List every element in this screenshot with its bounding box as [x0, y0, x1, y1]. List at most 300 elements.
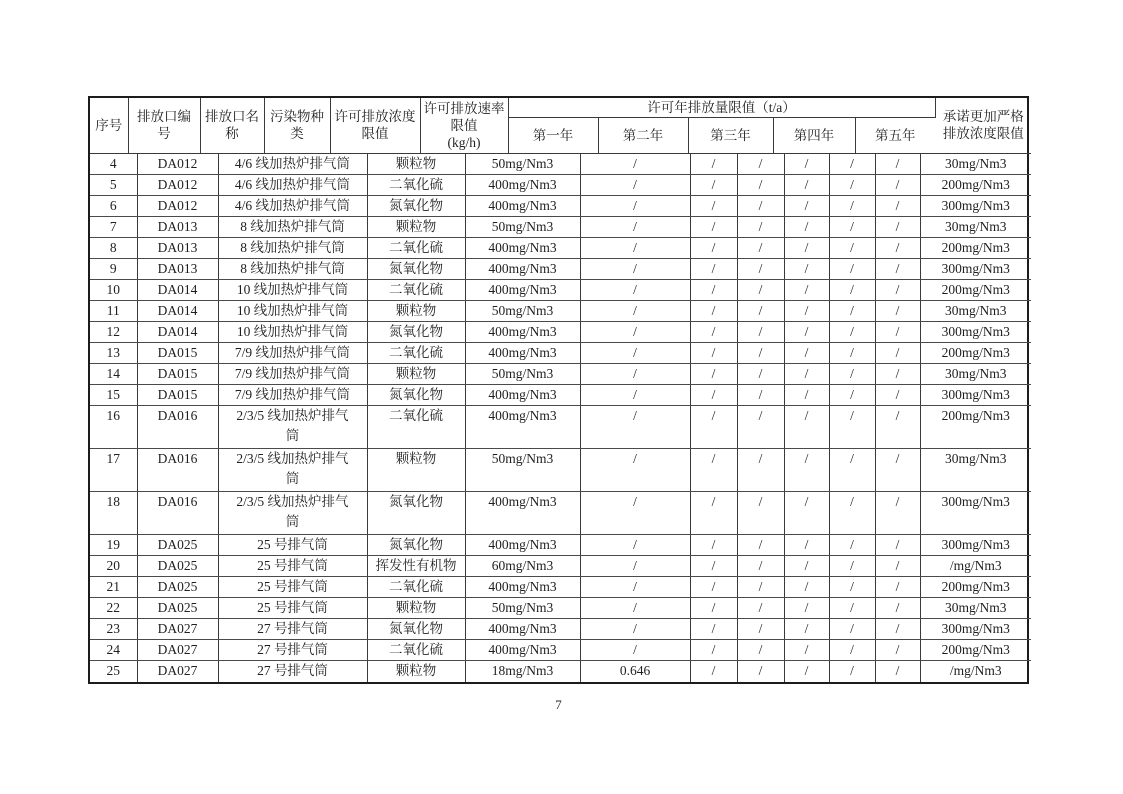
cell-pollutant: 二氧化硫: [367, 577, 465, 598]
cell-year-2: /: [737, 449, 784, 492]
cell-year-1: /: [690, 175, 737, 196]
cell-year-5: /: [875, 556, 920, 577]
cell-year-2: /: [737, 322, 784, 343]
cell-outlet-name: [218, 301, 367, 322]
cell-year-4: /: [829, 406, 875, 449]
cell-year-4: /: [829, 343, 875, 364]
cell-year-2: /: [737, 640, 784, 661]
cell-year-2: /: [737, 196, 784, 217]
cell-pollutant: 氮氧化物: [367, 385, 465, 406]
cell-pollutant: 颗粒物: [367, 364, 465, 385]
cell-outlet-name: [218, 154, 367, 175]
cell-year-4: /: [829, 640, 875, 661]
cell-rate-limit: /: [580, 154, 690, 175]
cell-outlet-code: DA025: [137, 598, 218, 619]
cell-year-2: /: [737, 385, 784, 406]
cell-year-1: /: [690, 619, 737, 640]
table-body: [90, 154, 1031, 682]
table-row: [90, 196, 1031, 217]
cell-pollutant: 氮氧化物: [367, 196, 465, 217]
cell-pollutant: 氮氧化物: [367, 322, 465, 343]
table-row: [90, 661, 1031, 682]
outlet-name-text: 27 号排气筒: [257, 621, 328, 636]
cell-outlet-code: DA012: [137, 154, 218, 175]
outlet-name-text: 2/3/5 线加热炉排气筒: [236, 451, 349, 486]
outlet-name-text: 10 线加热炉排气筒: [236, 282, 349, 297]
table-row: [90, 598, 1031, 619]
table-row: [90, 343, 1031, 364]
table-row: [90, 619, 1031, 640]
cell-outlet-name: [218, 619, 367, 640]
table-row: [90, 259, 1031, 280]
cell-outlet-name: [218, 640, 367, 661]
cell-seq: 19: [90, 535, 137, 556]
col-header-seq: 序号: [90, 98, 128, 153]
table-row: [90, 556, 1031, 577]
cell-promise-limit: /mg/Nm3: [920, 556, 1031, 577]
cell-year-5: /: [875, 364, 920, 385]
cell-outlet-code: DA027: [137, 640, 218, 661]
cell-rate-limit: /: [580, 364, 690, 385]
cell-pollutant: 氮氧化物: [367, 259, 465, 280]
outlet-name-text: 7/9 线加热炉排气筒: [234, 387, 351, 402]
cell-year-1: /: [690, 322, 737, 343]
cell-rate-limit: /: [580, 406, 690, 449]
cell-pollutant: 二氧化硫: [367, 640, 465, 661]
cell-rate-limit: 0.646: [580, 661, 690, 682]
cell-year-2: /: [737, 217, 784, 238]
cell-outlet-code: DA015: [137, 364, 218, 385]
cell-year-1: /: [690, 556, 737, 577]
cell-year-1: /: [690, 598, 737, 619]
cell-conc-limit: 400mg/Nm3: [465, 343, 580, 364]
col-header-year-4: 第四年: [773, 117, 855, 153]
cell-promise-limit: 200mg/Nm3: [920, 238, 1031, 259]
col-header-year-1: 第一年: [508, 117, 598, 153]
cell-year-2: /: [737, 175, 784, 196]
cell-seq: 18: [90, 492, 137, 535]
cell-rate-limit: /: [580, 535, 690, 556]
cell-promise-limit: 30mg/Nm3: [920, 364, 1031, 385]
cell-conc-limit: 18mg/Nm3: [465, 661, 580, 682]
cell-promise-limit: 200mg/Nm3: [920, 640, 1031, 661]
cell-year-2: /: [737, 259, 784, 280]
permit-emission-table: [88, 96, 1029, 684]
cell-seq: 12: [90, 322, 137, 343]
table-row: [90, 492, 1031, 535]
cell-seq: 14: [90, 364, 137, 385]
cell-conc-limit: 50mg/Nm3: [465, 217, 580, 238]
cell-year-2: /: [737, 343, 784, 364]
cell-promise-limit: 30mg/Nm3: [920, 154, 1031, 175]
cell-promise-limit: 200mg/Nm3: [920, 175, 1031, 196]
cell-conc-limit: 400mg/Nm3: [465, 619, 580, 640]
cell-outlet-code: DA014: [137, 301, 218, 322]
cell-pollutant: 二氧化硫: [367, 406, 465, 449]
cell-seq: 17: [90, 449, 137, 492]
cell-year-3: /: [784, 196, 829, 217]
table-row: [90, 385, 1031, 406]
cell-year-2: /: [737, 364, 784, 385]
cell-year-4: /: [829, 556, 875, 577]
cell-promise-limit: 30mg/Nm3: [920, 217, 1031, 238]
cell-seq: 8: [90, 238, 137, 259]
cell-outlet-code: DA027: [137, 661, 218, 682]
cell-year-1: /: [690, 449, 737, 492]
cell-outlet-name: [218, 598, 367, 619]
cell-year-4: /: [829, 598, 875, 619]
cell-year-5: /: [875, 259, 920, 280]
cell-year-2: /: [737, 280, 784, 301]
cell-year-5: /: [875, 238, 920, 259]
cell-year-4: /: [829, 385, 875, 406]
cell-year-5: /: [875, 449, 920, 492]
table-row: [90, 238, 1031, 259]
cell-year-2: /: [737, 577, 784, 598]
cell-year-1: /: [690, 196, 737, 217]
cell-year-5: /: [875, 322, 920, 343]
cell-year-3: /: [784, 535, 829, 556]
cell-promise-limit: 30mg/Nm3: [920, 598, 1031, 619]
cell-outlet-code: DA012: [137, 196, 218, 217]
col-header-year-3: 第三年: [688, 117, 773, 153]
cell-year-1: /: [690, 385, 737, 406]
cell-outlet-code: DA013: [137, 217, 218, 238]
cell-seq: 23: [90, 619, 137, 640]
cell-year-5: /: [875, 661, 920, 682]
cell-outlet-code: DA014: [137, 322, 218, 343]
cell-pollutant: 氮氧化物: [367, 535, 465, 556]
cell-conc-limit: 400mg/Nm3: [465, 280, 580, 301]
cell-conc-limit: 400mg/Nm3: [465, 196, 580, 217]
cell-conc-limit: 400mg/Nm3: [465, 640, 580, 661]
cell-outlet-name: [218, 577, 367, 598]
cell-outlet-name: [218, 343, 367, 364]
table-header: [90, 98, 1031, 154]
outlet-name-text: 4/6 线加热炉排气筒: [234, 198, 351, 213]
cell-outlet-name: [218, 406, 367, 449]
cell-year-3: /: [784, 343, 829, 364]
cell-seq: 25: [90, 661, 137, 682]
cell-pollutant: 二氧化硫: [367, 343, 465, 364]
cell-year-2: /: [737, 619, 784, 640]
cell-promise-limit: 300mg/Nm3: [920, 535, 1031, 556]
cell-year-3: /: [784, 238, 829, 259]
cell-year-3: /: [784, 175, 829, 196]
cell-outlet-name: [218, 385, 367, 406]
cell-year-2: /: [737, 598, 784, 619]
cell-outlet-code: DA012: [137, 175, 218, 196]
cell-year-1: /: [690, 301, 737, 322]
cell-year-4: /: [829, 619, 875, 640]
outlet-name-text: 8 线加热炉排气筒: [240, 240, 345, 255]
outlet-name-text: 2/3/5 线加热炉排气筒: [236, 494, 349, 529]
cell-year-5: /: [875, 492, 920, 535]
cell-seq: 10: [90, 280, 137, 301]
cell-year-1: /: [690, 364, 737, 385]
cell-year-4: /: [829, 175, 875, 196]
col-header-rate-limit: [420, 98, 508, 153]
cell-year-5: /: [875, 280, 920, 301]
cell-year-4: /: [829, 238, 875, 259]
cell-year-3: /: [784, 385, 829, 406]
cell-seq: 13: [90, 343, 137, 364]
cell-year-3: /: [784, 619, 829, 640]
cell-year-2: /: [737, 301, 784, 322]
cell-year-1: /: [690, 343, 737, 364]
cell-year-3: /: [784, 661, 829, 682]
cell-year-5: /: [875, 385, 920, 406]
cell-seq: 15: [90, 385, 137, 406]
cell-outlet-code: DA016: [137, 406, 218, 449]
cell-year-3: /: [784, 322, 829, 343]
cell-year-2: /: [737, 535, 784, 556]
rate-limit-line1: 许可排放速率: [423, 100, 505, 116]
table-body-grid: [90, 154, 1031, 682]
cell-outlet-code: DA025: [137, 556, 218, 577]
cell-promise-limit: 300mg/Nm3: [920, 619, 1031, 640]
cell-year-5: /: [875, 640, 920, 661]
cell-year-4: /: [829, 154, 875, 175]
cell-pollutant: 颗粒物: [367, 449, 465, 492]
outlet-name-text: 4/6 线加热炉排气筒: [234, 177, 351, 192]
cell-year-1: /: [690, 577, 737, 598]
table-row: [90, 449, 1031, 492]
cell-conc-limit: 400mg/Nm3: [465, 175, 580, 196]
cell-outlet-name: [218, 238, 367, 259]
cell-rate-limit: /: [580, 280, 690, 301]
cell-rate-limit: /: [580, 492, 690, 535]
cell-year-5: /: [875, 154, 920, 175]
cell-promise-limit: 30mg/Nm3: [920, 449, 1031, 492]
outlet-name-text: 7/9 线加热炉排气筒: [234, 366, 351, 381]
cell-year-3: /: [784, 640, 829, 661]
cell-year-4: /: [829, 449, 875, 492]
cell-year-5: /: [875, 175, 920, 196]
cell-seq: 16: [90, 406, 137, 449]
cell-rate-limit: /: [580, 259, 690, 280]
cell-conc-limit: 50mg/Nm3: [465, 301, 580, 322]
table-row: [90, 154, 1031, 175]
cell-year-3: /: [784, 259, 829, 280]
cell-year-5: /: [875, 217, 920, 238]
cell-year-4: /: [829, 217, 875, 238]
cell-conc-limit: 50mg/Nm3: [465, 598, 580, 619]
cell-year-3: /: [784, 492, 829, 535]
cell-promise-limit: 200mg/Nm3: [920, 577, 1031, 598]
col-header-outlet-name: 排放口名称: [200, 98, 264, 153]
cell-year-2: /: [737, 492, 784, 535]
cell-outlet-name: [218, 449, 367, 492]
cell-year-4: /: [829, 364, 875, 385]
cell-year-4: /: [829, 322, 875, 343]
cell-year-1: /: [690, 661, 737, 682]
cell-outlet-code: DA014: [137, 280, 218, 301]
cell-year-2: /: [737, 406, 784, 449]
cell-year-3: /: [784, 301, 829, 322]
cell-year-5: /: [875, 406, 920, 449]
cell-promise-limit: 300mg/Nm3: [920, 196, 1031, 217]
cell-promise-limit: 200mg/Nm3: [920, 406, 1031, 449]
cell-outlet-code: DA025: [137, 577, 218, 598]
cell-year-1: /: [690, 217, 737, 238]
cell-rate-limit: /: [580, 301, 690, 322]
cell-year-3: /: [784, 217, 829, 238]
cell-year-2: /: [737, 556, 784, 577]
cell-year-2: /: [737, 154, 784, 175]
cell-outlet-code: DA015: [137, 343, 218, 364]
cell-outlet-name: [218, 196, 367, 217]
cell-pollutant: 颗粒物: [367, 154, 465, 175]
cell-pollutant: 二氧化硫: [367, 280, 465, 301]
cell-year-1: /: [690, 535, 737, 556]
cell-outlet-code: DA016: [137, 492, 218, 535]
cell-seq: 11: [90, 301, 137, 322]
cell-rate-limit: /: [580, 577, 690, 598]
table-row: [90, 301, 1031, 322]
cell-seq: 24: [90, 640, 137, 661]
outlet-name-text: 4/6 线加热炉排气筒: [234, 155, 351, 171]
cell-outlet-name: [218, 322, 367, 343]
cell-year-4: /: [829, 301, 875, 322]
cell-outlet-name: [218, 556, 367, 577]
cell-outlet-code: DA015: [137, 385, 218, 406]
cell-promise-limit: 300mg/Nm3: [920, 322, 1031, 343]
cell-seq: 21: [90, 577, 137, 598]
cell-pollutant: 颗粒物: [367, 598, 465, 619]
cell-rate-limit: /: [580, 385, 690, 406]
cell-outlet-name: [218, 175, 367, 196]
cell-rate-limit: /: [580, 343, 690, 364]
cell-rate-limit: /: [580, 175, 690, 196]
cell-pollutant: 氮氧化物: [367, 619, 465, 640]
outlet-name-text: 10 线加热炉排气筒: [236, 324, 349, 339]
cell-conc-limit: 50mg/Nm3: [465, 154, 580, 175]
cell-rate-limit: /: [580, 598, 690, 619]
cell-outlet-name: [218, 259, 367, 280]
cell-outlet-name: [218, 217, 367, 238]
table-row: [90, 322, 1031, 343]
table-row: [90, 406, 1031, 449]
cell-year-5: /: [875, 301, 920, 322]
outlet-name-text: 25 号排气筒: [257, 537, 328, 552]
cell-pollutant: 颗粒物: [367, 301, 465, 322]
cell-year-3: /: [784, 406, 829, 449]
cell-year-3: /: [784, 154, 829, 175]
cell-outlet-name: [218, 535, 367, 556]
cell-year-1: /: [690, 640, 737, 661]
cell-conc-limit: 50mg/Nm3: [465, 364, 580, 385]
table-row: [90, 217, 1031, 238]
cell-pollutant: 氮氧化物: [367, 492, 465, 535]
cell-conc-limit: 400mg/Nm3: [465, 492, 580, 535]
cell-promise-limit: 200mg/Nm3: [920, 343, 1031, 364]
cell-pollutant: 挥发性有机物: [367, 556, 465, 577]
cell-year-5: /: [875, 598, 920, 619]
cell-seq: 5: [90, 175, 137, 196]
cell-outlet-name: [218, 280, 367, 301]
cell-conc-limit: 400mg/Nm3: [465, 238, 580, 259]
cell-rate-limit: /: [580, 619, 690, 640]
col-header-promise-limit: 承诺更加严格排放浓度限值: [935, 98, 1031, 153]
cell-year-4: /: [829, 196, 875, 217]
table-row: [90, 364, 1031, 385]
cell-outlet-code: DA027: [137, 619, 218, 640]
cell-promise-limit: 30mg/Nm3: [920, 301, 1031, 322]
cell-outlet-code: DA013: [137, 259, 218, 280]
cell-rate-limit: /: [580, 217, 690, 238]
cell-year-3: /: [784, 364, 829, 385]
outlet-name-text: 8 线加热炉排气筒: [240, 219, 345, 234]
cell-conc-limit: 400mg/Nm3: [465, 322, 580, 343]
cell-conc-limit: 400mg/Nm3: [465, 535, 580, 556]
cell-year-1: /: [690, 492, 737, 535]
cell-rate-limit: /: [580, 640, 690, 661]
cell-year-1: /: [690, 280, 737, 301]
cell-outlet-code: DA025: [137, 535, 218, 556]
cell-promise-limit: 200mg/Nm3: [920, 280, 1031, 301]
cell-year-3: /: [784, 449, 829, 492]
cell-promise-limit: /mg/Nm3: [949, 663, 1002, 678]
cell-rate-limit: /: [580, 556, 690, 577]
table-row: [90, 535, 1031, 556]
cell-seq: 20: [90, 556, 137, 577]
cell-outlet-code: DA016: [137, 449, 218, 492]
cell-year-1: /: [690, 154, 737, 175]
cell-seq: 9: [90, 259, 137, 280]
cell-conc-limit: 400mg/Nm3: [465, 259, 580, 280]
cell-rate-limit: /: [580, 238, 690, 259]
table-row: [90, 280, 1031, 301]
cell-pollutant: 二氧化硫: [367, 238, 465, 259]
page-number: 7: [555, 697, 562, 712]
cell-year-4: /: [829, 535, 875, 556]
table-row: [90, 577, 1031, 598]
cell-seq: 22: [90, 598, 137, 619]
cell-year-1: /: [690, 259, 737, 280]
cell-year-5: /: [875, 577, 920, 598]
rate-limit-line2: 限值: [450, 117, 478, 133]
cell-seq: 7: [90, 217, 137, 238]
outlet-name-text: 27 号排气筒: [257, 663, 328, 678]
cell-year-5: /: [875, 619, 920, 640]
cell-conc-limit: 60mg/Nm3: [465, 556, 580, 577]
cell-year-3: /: [784, 598, 829, 619]
outlet-name-text: 10 线加热炉排气筒: [236, 303, 349, 318]
col-header-outlet-code: 排放口编号: [128, 98, 200, 153]
rate-limit-line3: (kg/h): [447, 134, 481, 150]
cell-pollutant: 二氧化硫: [367, 175, 465, 196]
cell-seq: 4: [90, 154, 137, 175]
cell-year-2: /: [737, 238, 784, 259]
cell-year-3: /: [784, 577, 829, 598]
cell-seq: 6: [90, 196, 137, 217]
cell-conc-limit: 400mg/Nm3: [465, 385, 580, 406]
cell-promise-limit: 300mg/Nm3: [920, 259, 1031, 280]
cell-year-2: /: [737, 661, 784, 682]
cell-year-4: /: [829, 492, 875, 535]
outlet-name-text: 2/3/5 线加热炉排气筒: [236, 408, 349, 443]
cell-rate-limit: /: [580, 322, 690, 343]
cell-promise-limit: 300mg/Nm3: [920, 492, 1031, 535]
cell-pollutant: 颗粒物: [367, 661, 465, 682]
col-header-conc-limit: 许可排放浓度限值: [330, 98, 420, 153]
cell-outlet-name: [218, 661, 367, 682]
cell-conc-limit: 50mg/Nm3: [465, 449, 580, 492]
cell-year-1: /: [690, 238, 737, 259]
cell-year-5: /: [875, 343, 920, 364]
table-row: [90, 175, 1031, 196]
